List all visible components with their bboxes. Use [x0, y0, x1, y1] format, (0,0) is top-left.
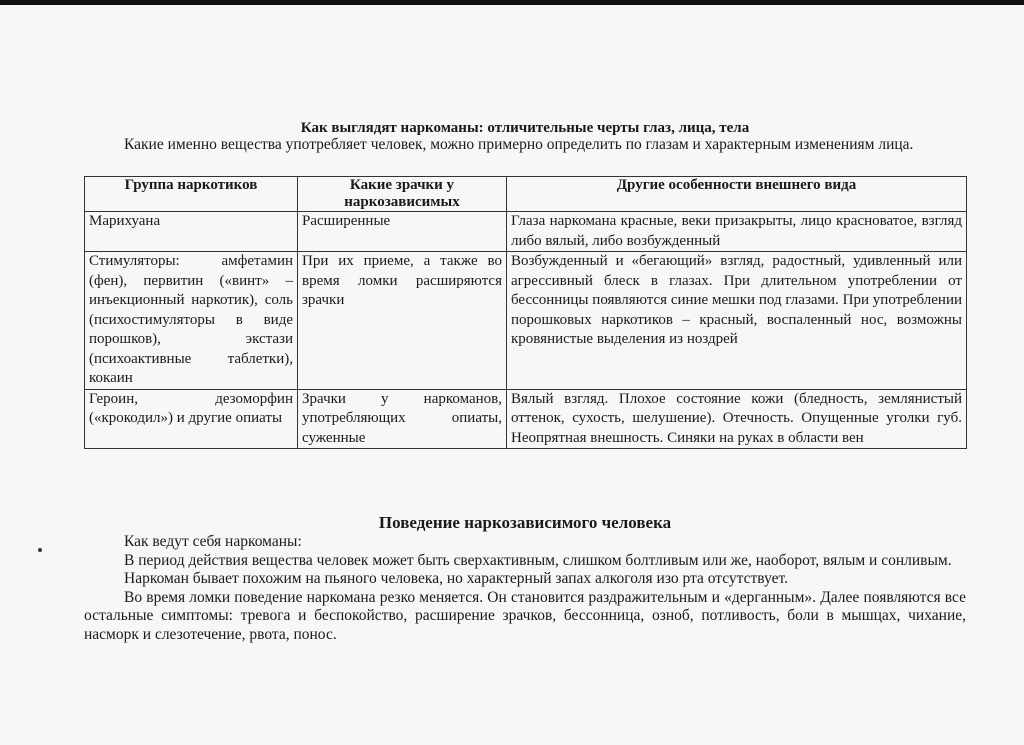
page-title: Как выглядят наркоманы: отличительные черты глаз, лица, тела — [300, 120, 750, 136]
header-other-features: Другие особенности внешнего вида — [507, 177, 967, 212]
drug-signs-table — [84, 176, 967, 449]
behavior-section — [84, 533, 966, 644]
cell-drug-group: Стимуляторы: амфетамин (фен), первитин («винт» – инъекционный наркотик), соль (психостимуляторы в виде порошков), экстази (психоактивные таблетки), кокаин — [85, 252, 298, 390]
scan-speck — [38, 548, 42, 552]
behavior-paragraph: Как ведут себя наркоманы: — [124, 533, 302, 550]
table-header-row — [85, 177, 967, 212]
header-drug-group: Группа наркотиков — [85, 177, 298, 212]
cell-pupils: Зрачки у наркоманов, употребляющих опиаты, суженные — [298, 389, 507, 449]
table-row — [85, 252, 967, 390]
table-row — [85, 389, 967, 449]
cell-other-features: Глаза наркомана красные, веки призакрыты, лицо красноватое, взгляд либо вялый, либо возбужденный — [507, 212, 967, 252]
behavior-paragraph: Наркоман бывает похожим на пьяного человека, но характерный запах алкоголя изо рта отсутствует. — [124, 570, 788, 587]
behavior-paragraph: В период действия вещества человек может быть сверхактивным, слишком болтливым или же, наоборот, вялым и сонливым. — [124, 551, 952, 569]
behavior-paragraph: Во время ломки поведение наркомана резко меняется. Он становится раздражительным и «дерганным». Далее появляются все остальные симптомы: тревога и беспокойство, расширение зрачков, бессонница, озноб, потливость, боли в мышцах, чихание, насморк и слезотечение, рвота, понос. — [84, 588, 966, 643]
scan-top-border — [0, 0, 1024, 5]
cell-drug-group: Марихуана — [85, 212, 298, 252]
cell-pupils: При их приеме, а также во время ломки расширяются зрачки — [298, 252, 507, 390]
cell-other-features: Вялый взгляд. Плохое состояние кожи (бледность, землянистый оттенок, сухость, шелушение). Отечность. Опущенные уголки губ. Неопрятная внешность. Синяки на руках в области вен — [507, 389, 967, 449]
cell-pupils: Расширенные — [298, 212, 507, 252]
cell-drug-group: Героин, дезоморфин («крокодил») и другие опиаты — [85, 389, 298, 449]
section-heading: Поведение наркозависимого человека — [378, 513, 672, 532]
table-row — [85, 212, 967, 252]
header-pupils: Какие зрачки у наркозависимых — [298, 177, 507, 212]
cell-other-features: Возбужденный и «бегающий» взгляд, радостный, удивленный или агрессивный блеск в глазах. При длительном употреблении от бессонницы появляются синие мешки под глазами. При употреблении порошковых наркотиков – красный, воспаленный нос, возможны кровянистые выделения из ноздрей — [507, 252, 967, 390]
intro-paragraph: Какие именно вещества употребляет человек, можно примерно определить по глазам и характерным изменениям лица. — [124, 136, 914, 153]
